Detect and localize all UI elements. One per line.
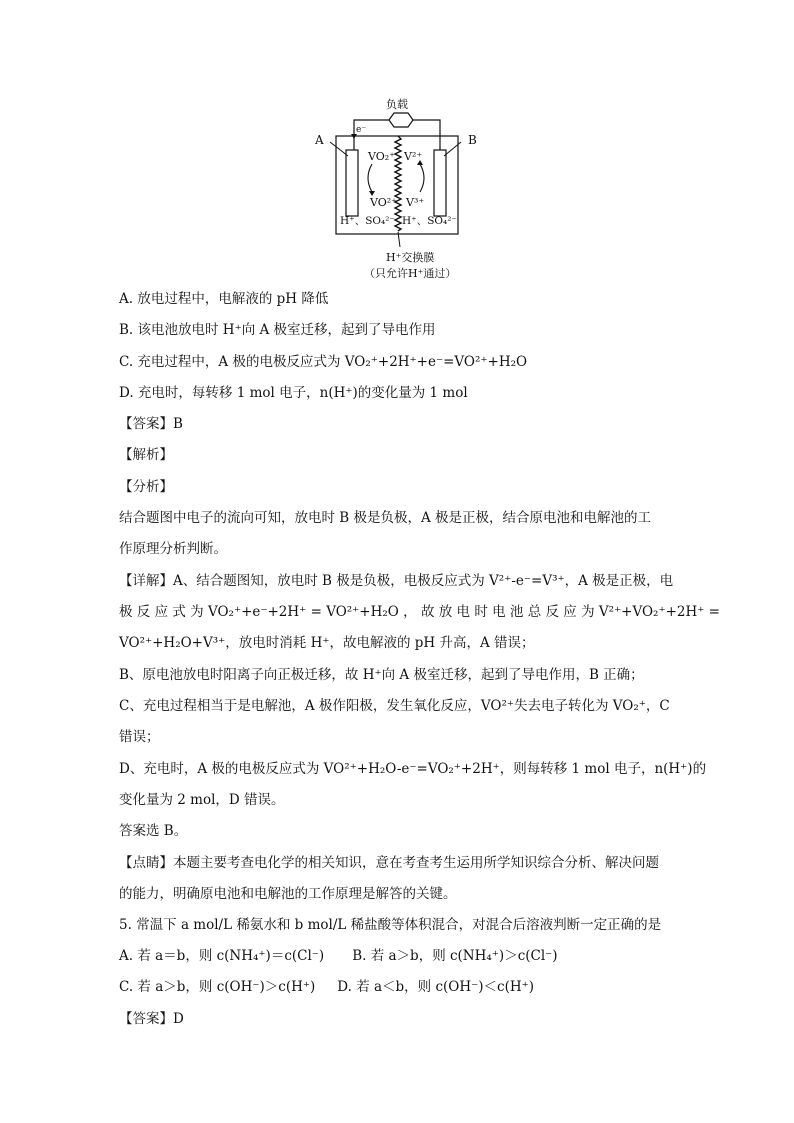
electrode-b-label: B <box>468 133 477 147</box>
detail-line-5: C、充电过程相当于是电解池，A 极作阳极，发生氧化反应，VO²⁺失去电子转化为 VO₂⁺，C <box>119 698 670 714</box>
fenxi-line-1: 结合题图中电子的流向可知，放电时 B 极是负极，A 极是正极，结合原电池和电解池的工 <box>119 510 652 526</box>
electrode-a <box>346 150 358 216</box>
right-mid-ion: V³⁺ <box>406 196 425 209</box>
q5-option-c: C. 若 a＞b，则 c(OH⁻)＞c(H⁺) <box>119 979 316 995</box>
option-b: B. 该电池放电时 H⁺向 A 极室迁移，起到了导电作用 <box>119 322 436 338</box>
option-c: C. 充电过程中，A 极的电极反应式为 VO₂⁺+2H⁺+e⁻=VO²⁺+H₂O <box>119 354 528 370</box>
left-top-ion: VO₂⁺ <box>368 150 395 163</box>
membrane-label: H⁺交换膜 <box>386 251 435 264</box>
question-5-options-cd <box>119 977 534 997</box>
electron-label: e⁻ <box>356 125 367 135</box>
battery-diagram <box>310 92 490 282</box>
electrode-b <box>434 150 446 216</box>
electrode-a-label: A <box>315 133 324 147</box>
left-mid-ion: VO²⁺ <box>370 196 397 209</box>
point-line-1: 【点睛】本题主要考查电化学的相关知识，意在考查考生运用所学知识综合分析、解决问题 <box>119 855 659 871</box>
load-symbol <box>389 113 413 127</box>
detail-line-1: 【详解】A、结合题图知，放电时 B 极是负极，电极反应式为 V²⁺-e⁻=V³⁺，A 极是正极，电 <box>119 573 674 589</box>
detail-line-3: VO²⁺+H₂O+V³⁺，放电时消耗 H⁺，故电解液的 pH 升高，A 错误； <box>119 635 535 651</box>
q5-option-a: A. 若 a＝b，则 c(NH₄⁺)＝c(Cl⁻) <box>119 948 325 964</box>
load-label: 负载 <box>386 98 408 111</box>
detail-line-2: 极 反 应 式 为 VO₂⁺+e⁻+2H⁺ = VO²⁺+H₂O ， 故 放 电 时 电 池 总 反 应 为 V²⁺+VO₂⁺+2H⁺ = <box>119 604 720 620</box>
point-line-2: 的能力，明确原电池和电解池的工作原理是解答的关键。 <box>119 886 457 902</box>
q5-option-b: B. 若 a＞b，则 c(NH₄⁺)＞c(Cl⁻) <box>352 948 558 964</box>
answer-line: 【答案】B <box>119 416 183 432</box>
final-answer: 答案选 B。 <box>119 823 188 839</box>
option-a: A. 放电过程中，电解液的 pH 降低 <box>119 291 329 307</box>
fenxi-heading: 【分析】 <box>119 479 173 495</box>
right-curved-arrow <box>420 164 424 192</box>
q5-option-d: D. 若 a＜b，则 c(OH⁻)＜c(H⁺) <box>337 979 535 995</box>
left-curved-arrow <box>368 164 372 192</box>
question-5-stem: 5. 常温下 a mol/L 稀氨水和 b mol/L 稀盐酸等体积混合，对混合后溶液判断一定正确的是 <box>119 917 662 933</box>
question-5-answer: 【答案】D <box>119 1011 184 1027</box>
detail-line-8: 变化量为 2 mol，D 错误。 <box>119 792 285 808</box>
analysis-heading: 【解析】 <box>119 447 173 463</box>
detail-line-4: B、原电池放电时阳离子向正极迁移，故 H⁺向 A 极室迁移，起到了导电作用，B 正确； <box>119 667 644 683</box>
fenxi-line-2: 作原理分析判断。 <box>119 541 227 557</box>
option-d: D. 充电时，每转移 1 mol 电子，n(H⁺)的变化量为 1 mol <box>119 385 468 401</box>
right-top-ion: V²⁺ <box>404 150 423 163</box>
detail-line-7: D、充电时，A 极的电极反应式为 VO²⁺+H₂O-e⁻=VO₂⁺+2H⁺，则每转移 1 mol 电子，n(H⁺)的 <box>119 761 707 777</box>
left-bottom-ions: H⁺、SO₄²⁻ <box>340 215 395 227</box>
wire-right <box>409 120 440 150</box>
label-a-pointer <box>330 142 348 156</box>
detail-line-6: 错误； <box>119 729 160 745</box>
question-5-options-ab <box>119 946 558 966</box>
membrane-line <box>395 136 401 231</box>
membrane-note: （只允许H⁺通过） <box>364 267 457 280</box>
right-bottom-ions: H⁺、SO₄²⁻ <box>402 215 457 227</box>
